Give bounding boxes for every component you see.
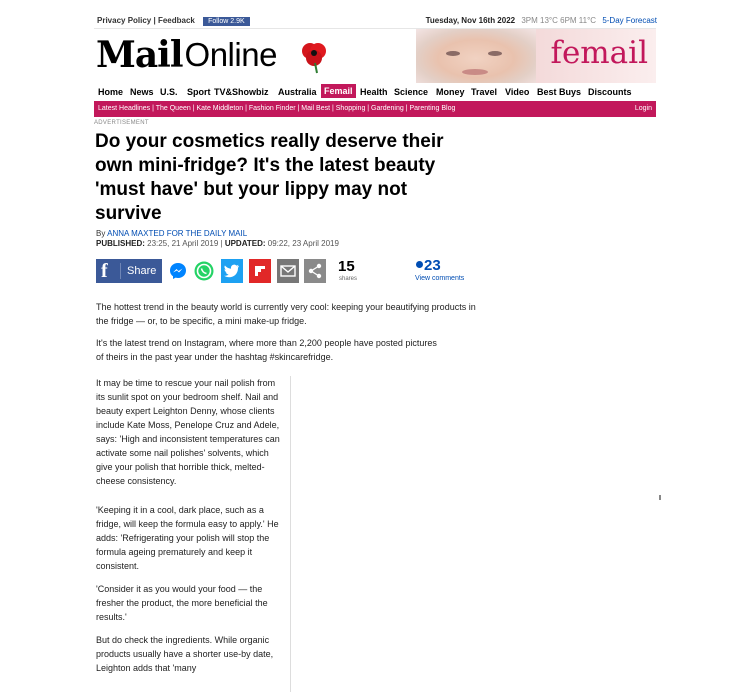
subnav-links[interactable]: Latest Headlines | The Queen | Kate Middleton | Fashion Finder | Mail Best | Shopping | Gardening | Parenting Blog [98, 105, 456, 112]
nav-tvshowbiz[interactable]: TV&Showbiz [214, 87, 269, 97]
nav-best-buys[interactable]: Best Buys [537, 87, 582, 97]
femail-wordmark: femail [550, 35, 648, 71]
published-label: PUBLISHED: [96, 239, 145, 248]
nav-travel[interactable]: Travel [471, 87, 498, 97]
weather-readout: 3PM 13°C 6PM 11°C [521, 16, 597, 25]
femail-subnav [94, 101, 656, 117]
nav-us[interactable]: U.S. [160, 87, 178, 97]
nav-sport[interactable]: Sport [187, 87, 211, 97]
logo-online: Online [184, 36, 277, 73]
date-weather [426, 16, 657, 25]
forecast-link[interactable]: 5-Day Forecast [602, 16, 657, 25]
view-comments-link[interactable]: View comments [415, 275, 465, 282]
privacy-feedback-links[interactable]: Privacy Policy | Feedback [97, 16, 195, 25]
utility-links[interactable] [97, 16, 250, 26]
article-paragraph: It may be time to rescue your nail polish from its sunlit spot on your bedroom shelf. Nail and beauty expert Leighton Denny, whose clients include Kate Moss, Penelope Cruz and Adele, says: 'High and inconsistent temperatures can activate some nail polishes' solvents, which give your polish that horrible thick, melted-cheese consistency. [96, 378, 280, 486]
facebook-follow-button[interactable]: Follow 2.9K [203, 17, 250, 26]
article-paragraph: The hottest trend in the beauty world is currently very cool: keeping your beautifying products in the fridge — or, to be specific, a mini make-up fridge. [96, 302, 476, 326]
share-icon[interactable] [304, 259, 326, 283]
comment-bubble-icon [416, 261, 423, 268]
email-icon[interactable] [277, 259, 299, 283]
nav-discounts[interactable]: Discounts [588, 87, 632, 97]
twitter-icon[interactable] [221, 259, 243, 283]
facebook-share-button[interactable] [96, 259, 162, 283]
flipboard-icon[interactable] [249, 259, 271, 283]
article-headline: Do your cosmetics really deserve their own mini-fridge? It's the latest beauty 'must have' but your lippy may not survive [95, 131, 444, 224]
nav-science[interactable]: Science [394, 87, 429, 97]
messenger-icon[interactable] [167, 259, 189, 283]
article-paragraph: 'Consider it as you would your food — the fresher the product, the more beneficial the results.' [96, 584, 268, 622]
author-link[interactable]: ANNA MAXTED FOR THE DAILY MAIL [107, 229, 248, 238]
current-date: Tuesday, Nov 16th 2022 [425, 16, 516, 25]
shares-label: shares [339, 276, 358, 282]
mailonline-logo[interactable] [96, 35, 277, 75]
nav-money[interactable]: Money [436, 87, 465, 97]
nav-australia[interactable]: Australia [278, 87, 317, 97]
nav-health[interactable]: Health [360, 87, 388, 97]
nav-news[interactable]: News [130, 87, 154, 97]
share-label: Share [127, 265, 157, 277]
article-paragraph: 'Keeping it in a cool, dark place, such as a fridge, will keep the formula easy to apply.' He adds: 'Refrigerating your polish will stop the formula ageing prematurely and keep it consistent. [96, 505, 279, 571]
share-bar [96, 258, 468, 284]
advertisement-label: ADVERTISEMENT [94, 120, 149, 126]
publish-dates [96, 239, 339, 248]
nav-femail[interactable]: Femail [321, 84, 356, 98]
login-link[interactable]: Login [634, 105, 652, 112]
top-utility-bar [97, 14, 657, 28]
article-paragraph: It's the latest trend on Instagram, where more than 2,200 people have posted pictures of theirs in the past year under the hashtag #skincarefridge. [96, 338, 437, 362]
article-paragraph: But do check the ingredients. While organic products usually have a shorter use-by date, Leighton adds that 'many [96, 635, 274, 673]
main-nav [94, 84, 656, 100]
column-divider [290, 376, 291, 692]
logo-mail: Mail [96, 34, 183, 76]
masthead [94, 28, 656, 83]
published-date: 23:25, 21 April 2019 | [144, 239, 225, 248]
banner-face-image [416, 29, 536, 83]
scroll-marker [659, 495, 661, 500]
byline [96, 229, 247, 238]
byline-prefix: By [96, 229, 108, 238]
whatsapp-icon[interactable] [193, 259, 215, 283]
shares-count: 15 [338, 258, 355, 275]
updated-label: UPDATED: [224, 239, 266, 248]
nav-video[interactable]: Video [505, 87, 530, 97]
femail-banner[interactable] [416, 29, 656, 83]
nav-home[interactable]: Home [98, 87, 124, 97]
facebook-icon: f [101, 260, 108, 282]
comments-count[interactable]: 23 [424, 257, 441, 274]
poppy-icon [300, 39, 328, 75]
updated-date: 09:22, 23 April 2019 [265, 239, 339, 248]
